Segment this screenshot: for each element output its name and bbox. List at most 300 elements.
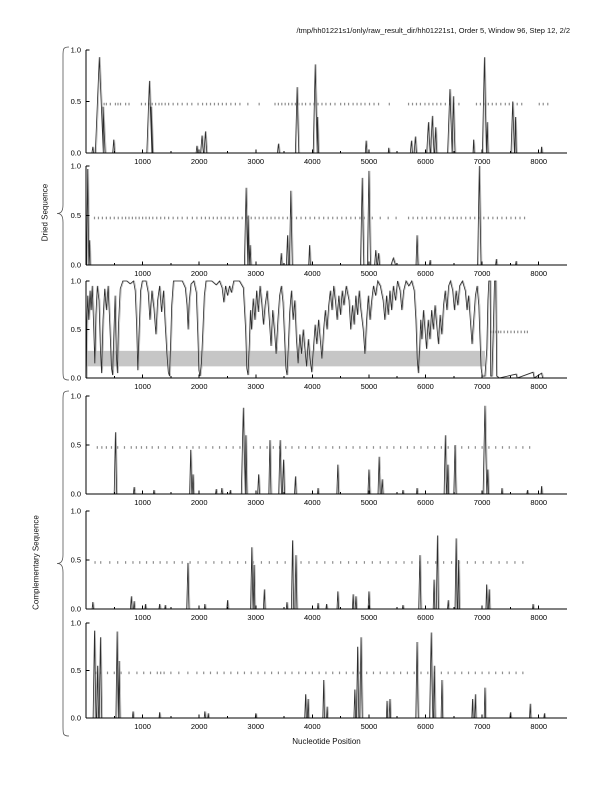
marker-dash [501, 217, 502, 220]
marker-dash [431, 217, 432, 220]
marker-dash [187, 217, 188, 220]
marker-dash [346, 446, 347, 449]
marker-dash [407, 672, 408, 675]
marker-dash [522, 446, 523, 449]
marker-dash [332, 446, 333, 449]
marker-dash [229, 217, 230, 220]
brace-complementary-sequence [57, 391, 69, 736]
marker-dash [324, 561, 325, 564]
marker-dash [172, 446, 173, 449]
marker-dash [221, 561, 222, 564]
marker-dash [458, 103, 459, 106]
x-tick-label: 8000 [530, 613, 548, 622]
marker-dash [203, 672, 204, 675]
y-tick-label: 1.0 [70, 276, 81, 286]
marker-dash [160, 217, 161, 220]
group-label-dried-sequence: Dried Sequence [40, 183, 50, 242]
marker-dash [373, 446, 374, 449]
marker-dash [352, 103, 353, 106]
marker-dash [359, 446, 360, 449]
x-tick-label: 4000 [304, 382, 321, 391]
marker-dash [226, 103, 227, 106]
x-tick-label: 3000 [247, 613, 265, 622]
panel-dried-1 [71, 46, 567, 166]
marker-dash [197, 103, 198, 106]
marker-dash [187, 103, 188, 106]
x-tick-label: 6000 [417, 613, 434, 622]
marker-dash [104, 103, 105, 106]
marker-dash [278, 103, 279, 106]
x-tick-label: 1000 [134, 382, 151, 391]
marker-dash [414, 446, 415, 449]
marker-dash [317, 103, 318, 106]
marker-dash [475, 672, 476, 675]
marker-dash [467, 561, 468, 564]
marker-dash [168, 103, 169, 106]
marker-dash [263, 217, 264, 220]
x-tick-label: 6000 [417, 382, 434, 391]
x-tick-label: 8000 [530, 157, 548, 166]
marker-dash [178, 672, 179, 675]
marker-dash [422, 217, 423, 220]
signal-shadow-line [87, 631, 567, 718]
marker-dash [305, 103, 306, 106]
marker-dash [230, 103, 231, 106]
y-tick-label: 0.5 [70, 440, 81, 450]
x-tick-label: 2000 [190, 498, 208, 507]
marker-dash [143, 672, 144, 675]
marker-dash [158, 103, 159, 106]
marker-dash [106, 446, 107, 449]
marker-dash [146, 446, 147, 449]
x-tick-label: 6000 [417, 157, 434, 166]
marker-dash [128, 672, 129, 675]
marker-dash [106, 103, 107, 106]
brace-dried-sequence [57, 47, 69, 380]
marker-dash [366, 446, 367, 449]
marker-dash [233, 217, 234, 220]
marker-dash [373, 103, 374, 106]
marker-dash [339, 446, 340, 449]
marker-dash [160, 672, 161, 675]
marker-dash [359, 217, 360, 220]
marker-dash [266, 446, 267, 449]
marker-dash [498, 331, 499, 334]
marker-dash [378, 103, 379, 106]
marker-dash [417, 217, 418, 220]
x-tick-label: 7000 [473, 722, 491, 731]
marker-dash [441, 446, 442, 449]
marker-dash [278, 217, 279, 220]
marker-dash [298, 446, 299, 449]
marker-dash [483, 561, 484, 564]
marker-dash [187, 672, 188, 675]
marker-dash [115, 103, 116, 106]
marker-dash [482, 446, 483, 449]
marker-dash [223, 672, 224, 675]
marker-dash [278, 672, 279, 675]
x-tick-label: 6000 [417, 722, 434, 731]
marker-dash [500, 331, 501, 334]
marker-dash [170, 672, 171, 675]
marker-dash [295, 103, 296, 106]
marker-dash [120, 103, 121, 106]
marker-dash [400, 672, 401, 675]
marker-dash [305, 217, 306, 220]
marker-dash [139, 561, 140, 564]
x-tick-label: 1000 [134, 157, 151, 166]
signal-line [86, 166, 567, 265]
marker-dash [352, 672, 353, 675]
marker-dash [166, 561, 167, 564]
marker-dash [420, 446, 421, 449]
marker-dash [244, 672, 245, 675]
x-tick-label: 5000 [360, 157, 378, 166]
marker-dash [114, 672, 115, 675]
marker-dash [505, 103, 506, 106]
marker-dash [271, 672, 272, 675]
marker-dash [444, 217, 445, 220]
x-tick-label: 2000 [190, 382, 208, 391]
marker-dash [230, 672, 231, 675]
marker-dash [199, 446, 200, 449]
marker-dash [330, 103, 331, 106]
marker-dash [448, 672, 449, 675]
marker-dash [366, 672, 367, 675]
marker-dash [380, 561, 381, 564]
marker-dash [156, 217, 157, 220]
marker-dash [109, 561, 110, 564]
marker-dash [305, 446, 306, 449]
marker-dash [274, 103, 275, 106]
signal-shadow-line [87, 536, 567, 610]
marker-dash [217, 672, 218, 675]
marker-dash [239, 446, 240, 449]
marker-dash [524, 217, 525, 220]
group-label-complementary-sequence: Complementary Sequence [31, 515, 41, 610]
marker-dash [205, 561, 206, 564]
marker-dash [547, 103, 548, 106]
marker-dash [434, 446, 435, 449]
marker-dash [273, 446, 274, 449]
marker-dash [213, 561, 214, 564]
marker-dash [291, 446, 292, 449]
marker-dash [259, 103, 260, 106]
marker-dash [190, 561, 191, 564]
marker-dash [152, 446, 153, 449]
marker-dash [202, 103, 203, 106]
x-tick-label: 3000 [247, 269, 265, 278]
marker-dash [524, 331, 525, 334]
marker-dash [372, 217, 373, 220]
marker-dash [461, 446, 462, 449]
marker-dash [182, 217, 183, 220]
marker-dash [325, 103, 326, 106]
marker-dash [522, 561, 523, 564]
x-tick-label: 3000 [247, 498, 265, 507]
y-tick-label: 0.0 [70, 713, 81, 723]
marker-dash [165, 446, 166, 449]
marker-dash [120, 672, 121, 675]
marker-dash [277, 561, 278, 564]
x-tick-label: 1000 [134, 613, 151, 622]
marker-dash [372, 561, 373, 564]
marker-dash [285, 446, 286, 449]
marker-dash [465, 217, 466, 220]
marker-dash [158, 446, 159, 449]
marker-dash [373, 672, 374, 675]
marker-dash [476, 103, 477, 106]
marker-dash [114, 217, 115, 220]
panel-comp-3 [71, 619, 567, 731]
x-tick-label: 6000 [417, 498, 434, 507]
marker-dash [285, 103, 286, 106]
marker-dash [218, 103, 219, 106]
marker-dash [142, 217, 143, 220]
marker-dash [128, 217, 129, 220]
marker-dash [325, 446, 326, 449]
marker-dash [192, 217, 193, 220]
signal-line [86, 536, 567, 610]
marker-dash [179, 446, 180, 449]
marker-dash [182, 103, 183, 106]
marker-dash [507, 331, 508, 334]
marker-dash [319, 446, 320, 449]
marker-dash [461, 672, 462, 675]
marker-dash [539, 103, 540, 106]
x-tick-label: 5000 [360, 613, 378, 622]
marker-dash [106, 217, 107, 220]
marker-dash [197, 561, 198, 564]
marker-dash [229, 561, 230, 564]
marker-dash [128, 103, 129, 106]
marker-dash [325, 672, 326, 675]
marker-dash [495, 672, 496, 675]
marker-dash [94, 561, 95, 564]
marker-dash [388, 561, 389, 564]
marker-dash [141, 103, 142, 106]
marker-dash [165, 103, 166, 106]
marker-dash [356, 103, 357, 106]
marker-dash [125, 217, 126, 220]
marker-dash [496, 103, 497, 106]
marker-dash [457, 217, 458, 220]
marker-dash [492, 217, 493, 220]
marker-dash [495, 446, 496, 449]
marker-dash [332, 217, 333, 220]
y-tick-label: 0.5 [70, 325, 81, 335]
marker-dash [506, 217, 507, 220]
marker-dash [369, 103, 370, 106]
marker-dash [488, 446, 489, 449]
marker-dash [332, 672, 333, 675]
y-tick-label: 1.0 [70, 45, 81, 55]
marker-dash [440, 217, 441, 220]
x-tick-label: 4000 [304, 613, 321, 622]
marker-dash [212, 446, 213, 449]
marker-dash [449, 217, 450, 220]
marker-dash [186, 446, 187, 449]
y-tick-label: 0.5 [70, 555, 81, 565]
y-tick-label: 0.0 [70, 489, 81, 499]
y-tick-label: 0.0 [70, 373, 81, 383]
y-tick-label: 0.0 [70, 604, 81, 614]
marker-dash [285, 561, 286, 564]
marker-dash [408, 103, 409, 106]
x-tick-label: 7000 [473, 269, 491, 278]
marker-dash [247, 103, 248, 106]
x-axis-label: Nucleotide Position [292, 737, 361, 746]
marker-dash [259, 217, 260, 220]
marker-dash [380, 217, 381, 220]
marker-dash [474, 217, 475, 220]
marker-dash [426, 217, 427, 220]
marker-dash [364, 103, 365, 106]
y-tick-label: 0.5 [70, 666, 81, 676]
marker-dash [517, 103, 518, 106]
marker-dash [480, 103, 481, 106]
marker-dash [515, 446, 516, 449]
marker-dash [339, 672, 340, 675]
marker-dash [424, 103, 425, 106]
x-tick-label: 8000 [530, 269, 548, 278]
marker-dash [266, 217, 267, 220]
marker-dash [132, 217, 133, 220]
x-tick-label: 2000 [190, 269, 208, 278]
marker-dash [475, 561, 476, 564]
marker-dash [502, 446, 503, 449]
marker-dash [435, 561, 436, 564]
marker-dash [309, 217, 310, 220]
marker-dash [110, 103, 111, 106]
marker-dash [213, 217, 214, 220]
marker-dash [412, 217, 413, 220]
marker-dash [196, 217, 197, 220]
marker-dash [291, 103, 292, 106]
marker-dash [201, 217, 202, 220]
marker-dash [352, 446, 353, 449]
marker-dash [380, 446, 381, 449]
marker-dash [386, 446, 387, 449]
marker-dash [288, 103, 289, 106]
marker-dash [251, 672, 252, 675]
marker-dash [309, 103, 310, 106]
marker-dash [521, 331, 522, 334]
y-tick-label: 0.0 [70, 148, 81, 158]
marker-dash [135, 217, 136, 220]
marker-dash [412, 103, 413, 106]
marker-dash [432, 103, 433, 106]
marker-dash [282, 217, 283, 220]
marker-dash [502, 672, 503, 675]
signal-line [86, 631, 567, 718]
marker-dash [386, 672, 387, 675]
marker-dash [312, 446, 313, 449]
marker-dash [192, 446, 193, 449]
marker-dash [196, 672, 197, 675]
marker-dash [177, 217, 178, 220]
marker-dash [214, 103, 215, 106]
marker-dash [509, 446, 510, 449]
marker-dash [300, 217, 301, 220]
marker-dash [264, 672, 265, 675]
marker-dash [233, 446, 234, 449]
marker-dash [257, 672, 258, 675]
marker-dash [102, 217, 103, 220]
marker-dash [291, 672, 292, 675]
marker-dash [125, 103, 126, 106]
marker-dash [237, 672, 238, 675]
plot-title: /tmp/hh01221s1/only/raw_result_dir/hh01221s1, Order 5, Window 96, Step 12, 2/2 [296, 26, 570, 35]
marker-dash [332, 561, 333, 564]
marker-dash [393, 672, 394, 675]
marker-dash [515, 217, 516, 220]
marker-dash [117, 103, 118, 106]
marker-dash [314, 217, 315, 220]
marker-dash [328, 217, 329, 220]
x-tick-label: 5000 [360, 382, 378, 391]
marker-dash [475, 446, 476, 449]
signal-line [86, 406, 567, 494]
marker-dash [117, 561, 118, 564]
panel-comp-2 [71, 507, 567, 622]
marker-dash [529, 446, 530, 449]
marker-dash [155, 103, 156, 106]
marker-dash [226, 446, 227, 449]
marker-dash [209, 217, 210, 220]
marker-dash [407, 446, 408, 449]
x-tick-label: 7000 [473, 613, 491, 622]
marker-dash [260, 446, 261, 449]
marker-dash [136, 672, 137, 675]
marker-dash [427, 672, 428, 675]
marker-dash [168, 217, 169, 220]
marker-dash [145, 217, 146, 220]
x-tick-label: 7000 [473, 382, 491, 391]
x-tick-label: 4000 [304, 157, 321, 166]
marker-dash [308, 561, 309, 564]
panel-dried-2 [71, 162, 567, 278]
x-tick-label: 3000 [247, 382, 265, 391]
marker-dash [506, 561, 507, 564]
y-tick-label: 1.0 [70, 506, 81, 516]
x-tick-label: 4000 [304, 722, 321, 731]
x-tick-label: 6000 [417, 269, 434, 278]
marker-dash [125, 561, 126, 564]
marker-dash [522, 672, 523, 675]
marker-dash [205, 446, 206, 449]
marker-dash [509, 672, 510, 675]
marker-dash [334, 103, 335, 106]
marker-dash [323, 217, 324, 220]
marker-dash [132, 561, 133, 564]
marker-dash [146, 561, 147, 564]
marker-dash [364, 561, 365, 564]
marker-dash [237, 561, 238, 564]
marker-dash [182, 561, 183, 564]
marker-dash [389, 103, 390, 106]
marker-dash [173, 103, 174, 106]
marker-dash [97, 446, 98, 449]
marker-dash [337, 217, 338, 220]
marker-dash [164, 217, 165, 220]
x-tick-label: 7000 [473, 498, 491, 507]
marker-dash [281, 103, 282, 106]
marker-dash [420, 103, 421, 106]
marker-dash [443, 561, 444, 564]
marker-dash [131, 446, 132, 449]
signal-shadow-line [87, 166, 567, 265]
